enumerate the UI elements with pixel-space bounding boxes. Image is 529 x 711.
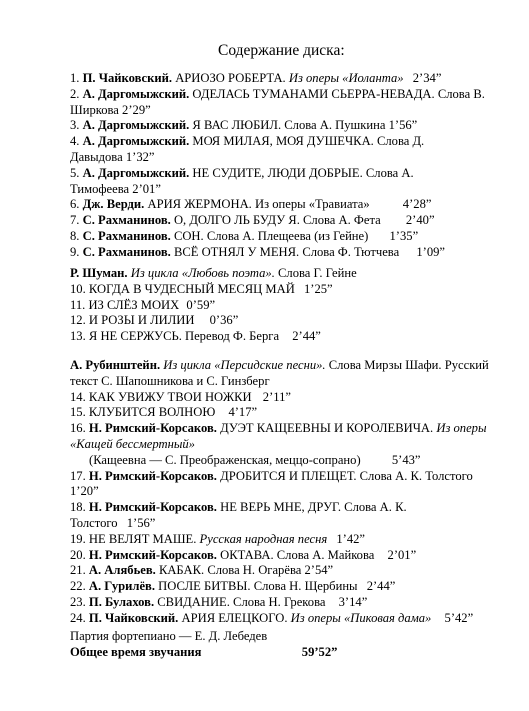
composer: Н. Римский-Корсаков. bbox=[88, 421, 217, 436]
composer: А. Даргомыжский. bbox=[82, 165, 190, 180]
composer: Н. Римский-Корсаков. bbox=[88, 547, 217, 562]
composer: Дж. Верди. bbox=[82, 197, 145, 212]
track-24 bbox=[70, 611, 522, 627]
lyrics-credit-cont: Давыдова bbox=[70, 149, 123, 164]
duration: 1’09” bbox=[416, 244, 446, 259]
composer: Н. Римский-Корсаков. bbox=[88, 500, 217, 515]
work-title: О, ДОЛГО ЛЬ БУДУ Я. bbox=[173, 213, 300, 228]
duration: 2’44” bbox=[366, 579, 396, 594]
lyrics-credit: Слова В. bbox=[437, 86, 485, 101]
work-title: СОН. bbox=[173, 228, 204, 243]
track-16-cast bbox=[70, 453, 522, 469]
footer bbox=[70, 629, 522, 661]
composer: Н. Римский-Корсаков. bbox=[88, 468, 217, 483]
duration: 1’35” bbox=[389, 228, 419, 243]
track-number: 17. bbox=[70, 468, 86, 483]
track-number: 8. bbox=[70, 228, 80, 243]
track-21 bbox=[70, 563, 522, 579]
cycle-title: Из цикла «Персидские песни». bbox=[163, 358, 326, 372]
source-cont: «Кащей бессмертный» bbox=[70, 436, 195, 451]
track-number: 23. bbox=[70, 594, 86, 609]
total-time: 59’52” bbox=[301, 644, 338, 659]
cast: (Кащеевна — С. Преображенская, меццо-сопрано) bbox=[89, 452, 361, 467]
composer: А. Даргомыжский. bbox=[82, 118, 190, 133]
duration: 4’17” bbox=[228, 405, 258, 420]
duration: 1’25” bbox=[303, 281, 333, 296]
track-list-1 bbox=[70, 71, 522, 261]
track-number: 5. bbox=[70, 165, 80, 180]
track-13 bbox=[70, 329, 522, 345]
track-6 bbox=[70, 197, 522, 213]
track-number: 14. bbox=[70, 389, 86, 404]
track-15 bbox=[70, 405, 522, 421]
lyrics-credit: Слова А. Фета bbox=[303, 213, 381, 228]
composer: П. Булахов. bbox=[88, 594, 155, 609]
track-1 bbox=[70, 71, 522, 87]
track-17-cont bbox=[70, 484, 522, 500]
composer: С. Рахманинов. bbox=[82, 213, 171, 228]
track-number: 12. bbox=[70, 313, 86, 328]
work-title: НЕ ВЕРЬ МНЕ, ДРУГ. bbox=[220, 500, 342, 515]
lyrics-credit: Слова А. Плещеева (из Гейне) bbox=[206, 228, 369, 243]
track-number: 2. bbox=[70, 86, 80, 101]
track-number: 24. bbox=[70, 610, 86, 625]
schumann-cycle bbox=[70, 266, 522, 345]
lyrics-credit: Слова Д. bbox=[376, 134, 425, 149]
duration: 2’54” bbox=[304, 563, 334, 578]
piano-credit: Партия фортепиано — Е. Д. Лебедев bbox=[70, 629, 268, 643]
lyrics-credit-cont: Ширкова bbox=[70, 102, 119, 117]
work-title: АРИЯ ЕЛЕЦКОГО. bbox=[181, 610, 288, 625]
track-10 bbox=[70, 282, 522, 298]
composer: П. Чайковский. bbox=[88, 610, 179, 625]
track-5 bbox=[70, 166, 522, 182]
duration: 0’59” bbox=[186, 297, 216, 312]
lyrics-credit: Слова Н. Щербины bbox=[253, 579, 358, 594]
track-number: 13. bbox=[70, 329, 86, 344]
track-4-cont bbox=[70, 150, 522, 166]
source: Русская народная песня bbox=[199, 531, 328, 546]
duration: 2’44” bbox=[292, 329, 321, 344]
work-title: НЕ ВЕЛЯТ МАШЕ. bbox=[88, 531, 197, 546]
track-4 bbox=[70, 134, 522, 150]
duration: 2’01” bbox=[132, 181, 161, 196]
duration: 1’42” bbox=[336, 531, 366, 546]
lyrics-credit-cont: Толстого bbox=[70, 515, 118, 530]
total-duration-row bbox=[70, 645, 522, 661]
duration: 2’34” bbox=[412, 71, 442, 85]
track-8 bbox=[70, 229, 522, 245]
work-title: ИЗ СЛЁЗ МОИХ bbox=[88, 297, 180, 312]
track-18-cont bbox=[70, 516, 522, 532]
composer: П. Чайковский. bbox=[82, 71, 173, 85]
track-16 bbox=[70, 421, 522, 437]
work-title: АРИЯ ЖЕРМОНА. bbox=[147, 197, 252, 212]
work-title: Я ВАС ЛЮБИЛ. bbox=[192, 118, 282, 133]
work-title: ПОСЛЕ БИТВЫ. bbox=[158, 579, 251, 594]
track-5-cont bbox=[70, 182, 522, 198]
track-9 bbox=[70, 245, 522, 261]
track-20 bbox=[70, 548, 522, 564]
work-title: Я НЕ СЕРЖУСЬ. Перевод Ф. Берга bbox=[88, 329, 280, 344]
track-2-cont bbox=[70, 103, 522, 119]
translation-credit: текст С. Шапошникова и С. Гинзберг bbox=[70, 373, 270, 388]
cycle-heading bbox=[70, 358, 522, 374]
duration: 2’01” bbox=[387, 547, 417, 562]
work-title: И РОЗЫ И ЛИЛИИ bbox=[88, 313, 195, 328]
duration: 3’14” bbox=[338, 594, 368, 609]
composer: А. Даргомыжский. bbox=[82, 134, 190, 149]
track-number: 22. bbox=[70, 579, 86, 594]
work-title: СВИДАНИЕ. bbox=[157, 594, 230, 609]
work-title: ОДЕЛАСЬ ТУМАНАМИ СЬЕРРА-НЕВАДА. bbox=[192, 86, 435, 101]
composer: А. Алябьев. bbox=[88, 563, 156, 578]
duration: 2’40” bbox=[405, 213, 435, 228]
lyrics-credit: Слова Мирзы Шафи. Русский bbox=[328, 358, 489, 372]
duration: 5’43” bbox=[391, 452, 421, 467]
work-title: КЛУБИТСЯ ВОЛНОЮ bbox=[88, 405, 216, 420]
duration: 2’29” bbox=[122, 102, 151, 117]
lyrics-credit: Слова А. К. bbox=[344, 500, 407, 515]
track-12 bbox=[70, 313, 522, 329]
track-number: 1. bbox=[70, 71, 80, 85]
track-3 bbox=[70, 118, 522, 134]
composer: Р. Шуман. bbox=[70, 266, 128, 280]
work-title: КОГДА В ЧУДЕСНЫЙ МЕСЯЦ МАЙ bbox=[88, 281, 295, 296]
lyrics-credit: Слова А. Майкова bbox=[276, 547, 375, 562]
track-number: 6. bbox=[70, 197, 80, 212]
track-2 bbox=[70, 87, 522, 103]
duration: 1’56” bbox=[126, 515, 156, 530]
track-14 bbox=[70, 390, 522, 406]
track-22 bbox=[70, 579, 522, 595]
lyrics-credit: Слова А. bbox=[365, 165, 414, 180]
track-number: 18. bbox=[70, 500, 86, 515]
track-number: 16. bbox=[70, 421, 86, 436]
lyrics-credit: Слова Н. Грекова bbox=[233, 594, 326, 609]
cycle-heading-cont bbox=[70, 374, 522, 390]
lyrics-credit: Слова Н. Огарёва bbox=[207, 563, 302, 578]
duration: 1’56” bbox=[388, 118, 418, 133]
duration: 2’11” bbox=[262, 389, 291, 404]
composer: С. Рахманинов. bbox=[82, 244, 171, 259]
lyrics-credit: Слова Г. Гейне bbox=[278, 266, 357, 280]
track-17 bbox=[70, 469, 522, 485]
duration: 4’28” bbox=[402, 197, 432, 212]
track-number: 11. bbox=[70, 297, 86, 312]
work-title: ВСЁ ОТНЯЛ У МЕНЯ. bbox=[173, 244, 300, 259]
track-number: 4. bbox=[70, 134, 80, 149]
track-number: 19. bbox=[70, 531, 86, 546]
duration: 1’20” bbox=[70, 484, 99, 499]
cycle-title: Из цикла «Любовь поэта». bbox=[130, 266, 275, 280]
composer: А. Даргомыжский. bbox=[82, 86, 190, 101]
source: Из оперы «Иоланта» bbox=[288, 71, 404, 85]
work-title: НЕ СУДИТЕ, ЛЮДИ ДОБРЫЕ. bbox=[192, 165, 363, 180]
composer: А. Рубинштейн. bbox=[70, 358, 161, 372]
work-title: МОЯ МИЛАЯ, МОЯ ДУШЕЧКА. bbox=[192, 134, 374, 149]
track-number: 21. bbox=[70, 563, 86, 578]
track-number: 7. bbox=[70, 213, 80, 228]
work-title: АРИОЗО РОБЕРТА. bbox=[175, 71, 286, 85]
composer: А. Гурилёв. bbox=[88, 579, 155, 594]
total-label: Общее время звучания bbox=[70, 644, 202, 659]
track-number: 10. bbox=[70, 281, 86, 296]
track-number: 3. bbox=[70, 118, 80, 133]
page-title: Содержание диска: bbox=[218, 42, 345, 59]
duration: 5’42” bbox=[444, 610, 474, 625]
work-title: ДУЭТ КАЩЕЕВНЫ И КОРОЛЕВИЧА. bbox=[220, 421, 434, 436]
track-7 bbox=[70, 213, 522, 229]
source: Из оперы bbox=[436, 421, 487, 436]
duration: 0’36” bbox=[209, 313, 239, 328]
work-title: КАБАК. bbox=[158, 563, 205, 578]
track-number: 9. bbox=[70, 244, 80, 259]
lyrics-credit-cont: Тимофеева bbox=[70, 181, 130, 196]
track-number: 15. bbox=[70, 405, 86, 420]
track-11 bbox=[70, 298, 522, 314]
track-16-cont bbox=[70, 437, 522, 453]
duration: 1’32” bbox=[125, 149, 155, 164]
source: Из оперы «Травиата» bbox=[254, 197, 370, 212]
lyrics-credit: Слова А. К. Толстого bbox=[359, 468, 473, 483]
lyrics-credit: Слова Ф. Тютчева bbox=[302, 244, 400, 259]
cycle-heading bbox=[70, 266, 522, 282]
work-title: КАК УВИЖУ ТВОИ НОЖКИ bbox=[88, 389, 252, 404]
track-19 bbox=[70, 532, 522, 548]
track-18 bbox=[70, 500, 522, 516]
track-list-3 bbox=[70, 358, 522, 627]
work-title: ДРОБИТСЯ И ПЛЕЩЕТ. bbox=[220, 468, 357, 483]
source: Из оперы «Пиковая дама» bbox=[290, 610, 432, 625]
lyrics-credit: Слова А. Пушкина bbox=[284, 118, 386, 133]
track-23 bbox=[70, 595, 522, 611]
composer: С. Рахманинов. bbox=[82, 228, 171, 243]
work-title: ОКТАВА. bbox=[220, 547, 274, 562]
track-number: 20. bbox=[70, 547, 86, 562]
